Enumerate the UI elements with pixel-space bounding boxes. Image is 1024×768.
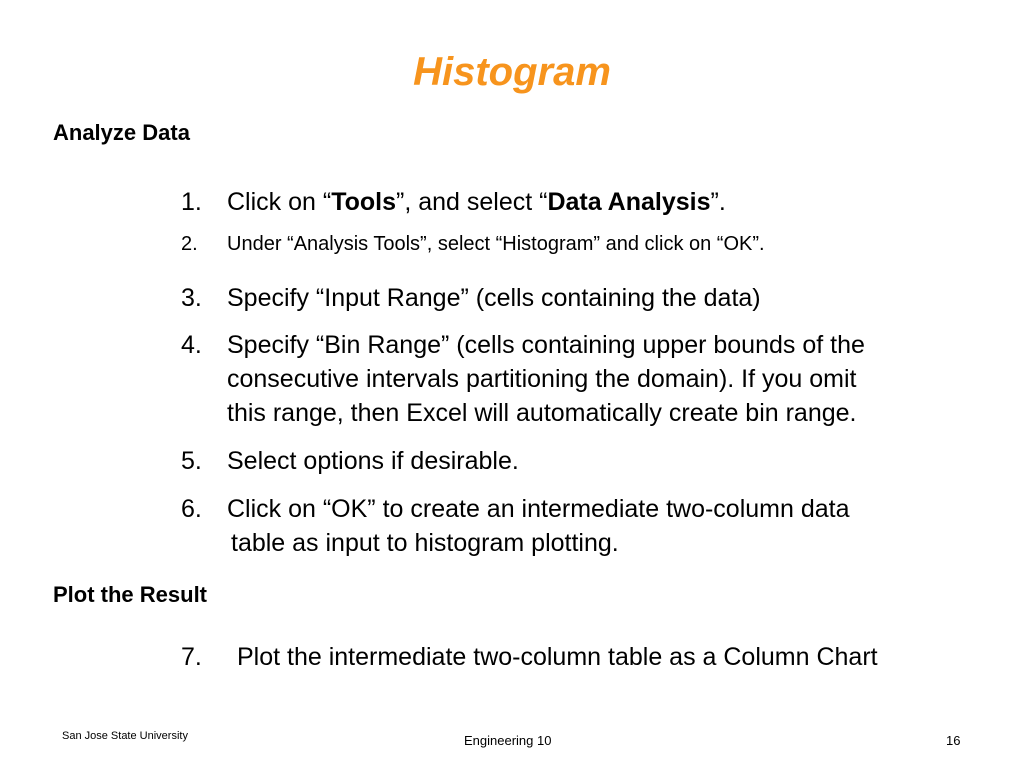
list-item-text: Specify “Input Range” (cells containing the data) — [227, 284, 761, 312]
list-item-text: Plot the intermediate two-column table as a Column Chart — [237, 643, 878, 671]
tools-keyword: Tools — [331, 188, 396, 216]
list-item-number: 5. — [181, 447, 202, 475]
list-item-text-line: consecutive intervals partitioning the domain). If you omit — [227, 365, 857, 393]
list-item-text: Select options if desirable. — [227, 447, 519, 475]
list-item-text: Click on “Tools”, and select “Data Analysis”. — [227, 188, 726, 216]
section-heading-plot-result: Plot the Result — [53, 582, 208, 607]
list-item-text-line: this range, then Excel will automatically create bin range. — [227, 399, 857, 427]
list-item-number: 1. — [181, 188, 202, 216]
list-item-number: 7. — [181, 643, 202, 671]
list-item-number: 6. — [181, 495, 202, 523]
list-item-text-line: table as input to histogram plotting. — [231, 529, 619, 557]
list-item-text-line: Specify “Bin Range” (cells containing upper bounds of the — [227, 331, 865, 359]
data-analysis-keyword: Data Analysis — [547, 188, 711, 216]
footer-institution: San Jose State University — [62, 730, 188, 742]
section-heading-analyze-data: Analyze Data — [53, 120, 190, 145]
footer-page-number: 16 — [946, 733, 961, 748]
list-item-number: 3. — [181, 284, 202, 312]
footer-course: Engineering 10 — [464, 733, 552, 748]
list-item-number: 2. — [181, 233, 198, 255]
list-item-text-line: Click on “OK” to create an intermediate two-column data — [227, 495, 850, 523]
list-item-text: Under “Analysis Tools”, select “Histogram” and click on “OK”. — [227, 233, 765, 255]
list-item-number: 4. — [181, 331, 202, 359]
slide-title: Histogram — [413, 50, 611, 94]
